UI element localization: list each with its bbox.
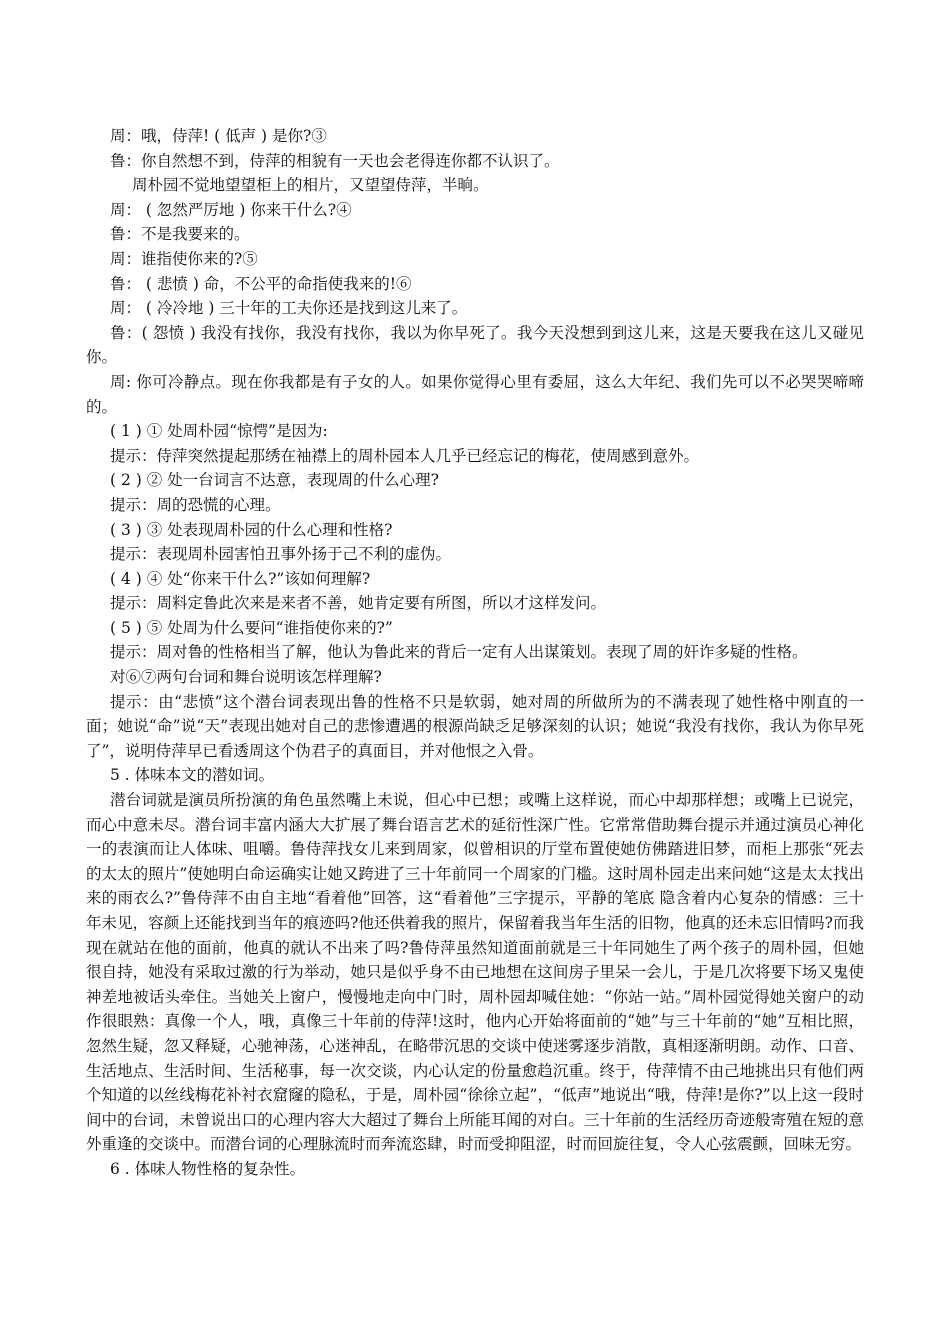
dialogue-line: 周： ( 冷冷地 ) 三十年的工夫你还是找到这儿来了。: [110, 299, 468, 318]
dialogue-line: 周：哦，侍萍! ( 低声 ) 是你?③: [110, 127, 327, 145]
dialogue-line: 周： ( 忽然严厉地 ) 你来干什么?④: [110, 200, 352, 219]
dialogue-line: 鲁： ( 悲愤 ) 命，不公平的命指使我来的!⑥: [110, 274, 412, 293]
stage-direction: 周朴园不觉地望望柜上的相片，又望望侍萍，半晌。: [132, 176, 489, 195]
question-line: ( 1 ) ① 处周朴园“惊愕”是因为:: [110, 422, 328, 441]
dialogue-line: 鲁：( 怨愤 ) 我没有找你，我没有找你，我以为你早死了。我今天没想到到这儿来，这是天要我在这儿又碰见你。: [86, 323, 864, 367]
question-line: ( 4 ) ④ 处“你来干什么?”该如何理解?: [110, 569, 371, 588]
dialogue-line: 鲁：你自然想不到，侍萍的相貌有一天也会老得连你都不认识了。: [110, 151, 560, 170]
body-paragraph: 潜台词就是演员所扮演的角色虽然嘴上未说，但心中已想；或嘴上这样说，而心中却那样想；或嘴上已说完，而心中意未尽。潜台词丰富内涵大大扩展了舞台语言艺术的延衍性深广性。它常常借助舞台提示并通过演员心神化一的表演而让人体味、咀嚼。鲁侍萍找女儿来到周家，似曾相识的厅堂布置使她仿佛踏进旧梦，而柜上那张“死去的太太的照片”使她明白命运确实让她又跨进了三十年前同一个周家的门槛。这时周朴园走出来问她“这是太太找出来的雨衣么?”鲁侍萍不由自主地“看着他”回答，这“看着他”三字提示，平静的笔底 隐含着内心复杂的情感：三十年未见，容颜上还能找到当年的痕迹吗?他还供着我的照片，保留着我当年生活的旧物，他真的还未忘旧情吗?而我现在就站在他的面前，他真的就认不出来了吗?鲁侍萍虽然知道面前就是三十年同她生了两个孩子的周朴园，但她很自持，她没有采取过激的行为举动，她只是似乎身不由已地想在这间房子里呆一会儿，于是几次将要下场又鬼使神差地被话头牵住。当她关上窗户，慢慢地走向中门时，周朴园却喊住她：“你站一站。”周朴园觉得她关窗户的动作很眼熟：真像一个人，哦，真像三十年前的侍萍!这时，他内心开始将面前的“她”与三十年前的“她”互相比照，忽然生疑，忽又释疑，心驰神荡，心迷神乱，在略带沉思的交谈中使迷雾逐步消散，真相逐渐明朗。动作、口音、生活地点、生活时间、生活秘事，每一次交谈，内心认定的份量愈趋沉重。终于，侍萍情不由己地挑出只有他们两个知道的以丝线梅花补衬衣窟窿的隐私，于是，周朴园“徐徐立起”，“低声”地说出“哦，侍萍!是你?”以上这一段时间中的台词，未曾说出口的心理内容大大超过了舞台上所能耳闻的对白。三十年前的生活经历奇迹般寄殖在短的意外重逢的交谈中。而潜台词的心理脉流时而奔流恣肆，时而受抑阻涩，时而回旋往复，令人心弦震颤，回味无穷。: [86, 791, 864, 1154]
document-page: [86, 124, 864, 1182]
question-line: ( 5 ) ⑤ 处周为什么要问“谁指使你来的?”: [110, 618, 393, 637]
dialogue-line: 周：谁指使你来的?⑤: [110, 249, 258, 268]
hint-line: 提示：表现周朴园害怕丑事外扬于己不利的虚伪。: [110, 545, 452, 564]
hint-line: 提示：周料定鲁此次来是来者不善，她肯定要有所图，所以才这样发问。: [110, 594, 607, 613]
question-line: ( 2 ) ② 处一台词言不达意，表现周的什么心理?: [110, 471, 439, 490]
section-heading: 6 . 体味人物性格的复杂性。: [110, 1159, 306, 1178]
hint-line: 提示：周的恐慌的心理。: [110, 495, 281, 514]
dialogue-line: 鲁：不是我要来的。: [110, 225, 250, 244]
hint-line: 提示：侍萍突然提起那绣在袖襟上的周朴园本人几乎已经忘记的梅花，使周感到意外。: [110, 446, 700, 465]
section-heading: 5 . 体味本文的潜如词。: [110, 766, 275, 785]
question-line: 对⑥⑦两句台词和舞台说明该怎样理解?: [110, 668, 382, 687]
hint-line: 提示：周对鲁的性格相当了解，他认为鲁此来的背后一定有人出谋策划。表现了周的奸诈多疑的性格。: [110, 643, 808, 662]
dialogue-line: 周: 你可冷静点。现在你我都是有子女的人。如果你觉得心里有委屈，这么大年纪、我们先可以不必哭哭啼啼的。: [86, 372, 864, 416]
question-line: ( 3 ) ③ 处表现周朴园的什么心理和性格?: [110, 520, 393, 539]
hint-paragraph: 提示：由“悲愤”这个潜台词表现出鲁的性格不只是软弱，她对周的所做所为的不满表现了她性格中刚直的一面；她说“命”说“天”表现出她对自己的悲惨遭遇的根源尚缺乏足够深刻的认识；她说“我没有找你，我认为你早死了”，说明侍萍早已看透周这个伪君子的真面目，并对他恨之入骨。: [86, 692, 864, 760]
